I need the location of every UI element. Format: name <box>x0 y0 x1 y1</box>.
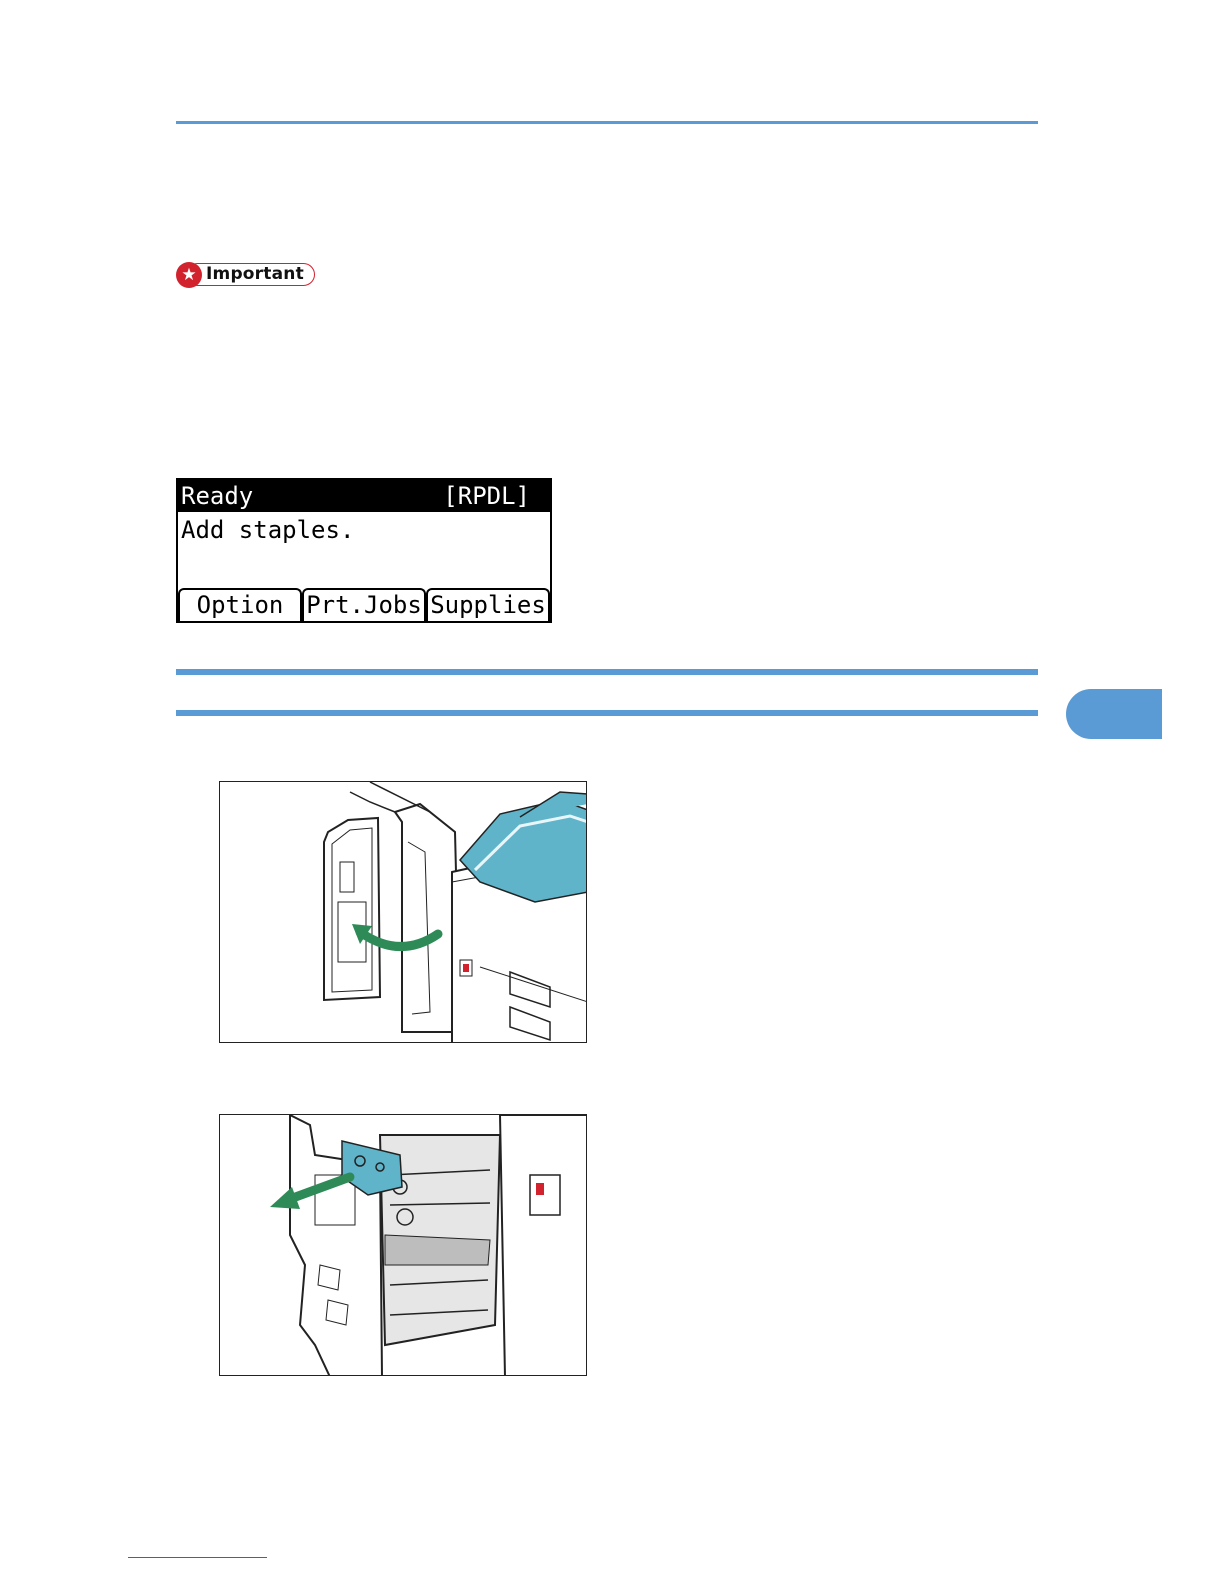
softkey-option[interactable]: Option <box>178 588 302 621</box>
pull-out-stapler-unit-illustration <box>220 1115 587 1376</box>
softkey-prt-jobs[interactable]: Prt.Jobs <box>302 588 426 621</box>
softkey-supplies[interactable]: Supplies <box>426 588 550 621</box>
figure-pull-out-stapler <box>219 1114 587 1376</box>
star-icon: ★ <box>176 262 202 288</box>
chapter-tab <box>1066 689 1162 739</box>
header-rule <box>176 121 1038 124</box>
figure-open-front-cover <box>219 781 587 1043</box>
open-front-cover-illustration <box>220 782 587 1043</box>
lcd-panel <box>176 478 552 623</box>
lcd-softkeys <box>178 588 550 621</box>
important-label: Important <box>206 264 304 284</box>
footer-rule <box>128 1557 267 1558</box>
lcd-message: Add staples. <box>181 516 355 544</box>
lcd-header <box>178 480 550 512</box>
section-rule-top <box>176 669 1038 675</box>
section-rule-bottom <box>176 710 1038 716</box>
lcd-mode: [RPDL] <box>443 482 530 510</box>
important-badge <box>176 262 317 288</box>
lcd-status: Ready <box>181 482 254 510</box>
